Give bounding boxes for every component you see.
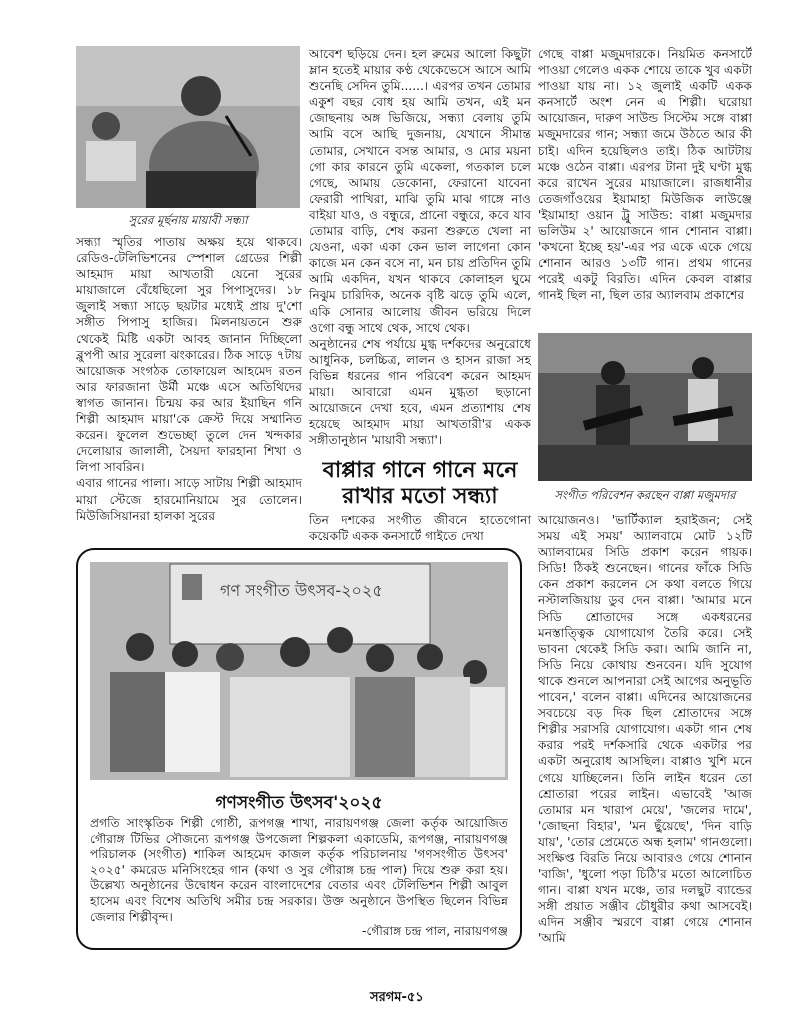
- column-2: [309, 46, 531, 448]
- concert-photo-caption: সংগীত পরিবেশন করছেন বাপ্পা মজুমদার: [554, 488, 736, 502]
- singer-photo: [76, 46, 300, 208]
- page-number: সরগম-৫১: [370, 990, 424, 1005]
- column-1-para-2: এবার গানের পালা। সাড়ে সাটায় শিল্পী আহমাদ মায়া স্টেজে হারমোনিয়ামে সুর তোলেন। মিউজিসিয়ানরা হালকা সুরের: [76, 476, 302, 523]
- heading-line-1: বাপ্পার গানে গানে মনে: [322, 458, 518, 483]
- column-3-top: গেছে বাপ্পা মজুমদারকে। নিয়মিত কনসার্টে পাওয়া গেলেও একক শোয়ে তাকে খুব একটা পাওয়া যায় না। ১২ জুলাই একটি একক কনসার্টে অংশ নেন এ শিল্পী। ঘরোয়া আয়োজন, দারুণ সাউন্ড সিস্টেম সঙ্গে বাপ্পা মজুমদারের গান; সন্ধ্যা জমে উঠতে আর কী চাই। এদিন হয়েছিলও তাই। ঠিক আটটায় মঞ্চে ওঠেন বাপ্পা। এরপর টানা দুই ঘণ্টা মুগ্ধ করে রাখেন সুরের মায়াজালে। রাজধানীর তেজগাঁওয়ের ইয়ামাহা মিউজিক লাউঞ্জে 'ইয়ামাহা ওয়ান ট্রু সাউন্ড: বাপ্পা মজুমদার ভলিউম ২' আয়োজনে গান শোনান বাপ্পা। 'কখনো ইচ্ছে হয়'-এর পর একে একে গেয়ে শোনান আরও ১৩টি গান। প্রথম গানের পরেই একটু বিরতি। এদিন কেবল বাপ্পার গানই ছিল না, ছিল তার অ্যালবাম প্রকাশের: [538, 47, 752, 303]
- column-1-para-1: সন্ধ্যা স্মৃতির পাতায় অক্ষয় হয়ে থাকবে। রেডিও-টেলিভিশনের স্পেশাল গ্রেডের শিল্পী আহমাদ মায়া আখতারী যেনো সুরের মায়াজালে বেঁধেছিলো সুর পিপাসুদের। ১৮ জুলাই সন্ধ্যা সাড়ে ছয়টার মধ্যেই প্রায় দু'শো সঙ্গীত পিপাসু হাজির। মিলনায়তনে শুরু থেকেই মিষ্টি একটা আবহ জানান দিচ্ছিলো ব্লুপপী আর সুরেলা ঝংকারের। ঠিক সাড়ে ৭টায় আয়োজক সংগঠক তোফায়েল আহমেদ রতন আর ফারজানা উর্মী মঞ্চে এসে অতিথিদের স্বাগত জানান। চিন্ময় কর আর ইয়াছিন গনি শিল্পী আহমাদ মায়া'কে ক্রেস্ট দিয়ে সম্মানিত করেন। ফুলেল শুভেচ্ছা তুলে দেন খন্দকার দেলোয়ার জালালী, সৈয়দা ফারহানা শিখা ও লিপা সাবরিন।: [76, 235, 302, 475]
- column-3-bottom: আয়োজনও। 'ভার্টিক্যাল হরাইজন; সেই সময় এই সময়' অ্যালবামে মোট ১২টি অ্যালবামের সিডি প্রকাশ করেন গায়ক। সিডি! ঠিকই শুনেছেন। গানের ফাঁকে সিডি কেন প্রকাশ করলেন সে কথা বলতে গিয়ে নস্টালজিয়ায় ডুব দেন বাপ্পা। 'আমার মনে সিডি শ্রোতাদের সঙ্গে একধরনের মনস্তাত্ত্বিক যোগাযোগ তৈরি করে। সেই ভাবনা থেকেই সিডি করা। আমি জানি না, সিডি নিয়ে কোথায় শুনবেন। যদি সুযোগ থাকে শুনলে আপনারা সেই আগের অনুভূতি পাবেন,' বলেন বাপ্পা। এদিনের আয়োজনের সবচেয়ে বড় দিক ছিল শ্রোতাদের সঙ্গে শিল্পীর সরাসরি যোগাযোগ। একটা গান শেষ করার পরই দর্শকসারি থেকে একটার পর একটা অনুরোধ আসছিল। বাপ্পাও খুশি মনে গেয়ে যাচ্ছিলেন। তিনি লাইন ধরেন তো শ্রোতারা পরের লাইন। এভাবেই 'আজ তোমার মন খারাপ মেয়ে', 'জলের দামে', 'জোছনা বিহার', 'মন ছুঁয়েছে', 'দিন বাড়ি যায়', 'তোর প্রেমেতে অন্ধ হলাম' গানগুলো। সংক্ষিপ্ত বিরতি নিয়ে আবারও গেয়ে শোনান 'বাজি', 'ধুলো পড়া চিঠি'র মতো আলোচিত গান। বাপ্পা যখন মঞ্চে, তার দলছুট ব্যান্ডের সঙ্গী প্রয়াত সঞ্জীব চৌধুরীর কথা আসবেই। এদিন সঞ্জীব স্মরণে বাপ্পা গেয়ে শোনান 'আমি: [538, 513, 752, 946]
- singer-photo-caption: সুরের মূর্ছনায় মায়াবী সন্ধ্যা: [128, 213, 248, 227]
- banner-text: গণ সংগীত উৎসব-২০২৫: [220, 581, 383, 600]
- column-1: [76, 234, 302, 524]
- feature-box-text: প্রগতি সাংস্কৃতিক শিল্পী গোষ্ঠী, রূপগঞ্জ শাখা, নারায়ণগঞ্জ জেলা কর্তৃক আয়োজিত গৌরাঙ্গ টিভির সৌজন্যে রূপগঞ্জ উপজেলা শিল্পকলা একাডেমি, রূপগঞ্জ, নারায়ণগঞ্জ পরিচালক (সংগীত) শাকিল আহমেদ কাজল কর্তৃক পরিচালনায় 'গণসংগীত উৎসব' ২০২৫' কমরেড মনিসিংহের গান (কথা ও সুর গৌরাঙ্গ চন্দ্র পাল) দিয়ে শুরু করা হয়। উল্লেখ্য অনুষ্ঠানের উদ্বোধন করেন বাংলাদেশের বেতার এবং টেলিভিশন শিল্পী আবুল হাসেম এবং বিশেষ অতিথি সমীর চন্দ্র সরকার। উক্ত অনুষ্ঠানে উপস্থিত ছিলেন বিভিন্ন জেলার শিল্পীবৃন্দ।: [90, 816, 508, 924]
- feature-box-title: গণসংগীত উৎসব'২০২৫: [215, 793, 383, 813]
- feature-box: [76, 548, 522, 950]
- heading-line-2: রাখার মতো সন্ধ্যা: [342, 484, 498, 509]
- column-2-para-2: অনুষ্ঠানের শেষ পর্যায়ে মুগ্ধ দর্শকদের অনুরোধে আধুনিক, চলচ্চিত্র, লালন ও হাসন রাজা সহ বিভিন্ন ধরনের গান পরিবেশ করেন আহমদ মায়া। আবারো এমন মুগ্ধতা ছড়ানো আয়োজনে দেখা হবে, এমন প্রত্যাশায় শেষ হয়েছে আহমাদ মায়া আখতারী'র একক সঙ্গীতানুষ্ঠান 'মায়াবী সন্ধ্যা'।: [309, 336, 531, 448]
- concert-photo: [538, 333, 752, 481]
- feature-box-credit: -গৌরাঙ্গ চন্দ্র পাল, নারায়ণগঞ্জ: [362, 924, 508, 938]
- article-heading: [309, 458, 531, 510]
- column-2-para-1: আবেশ ছড়িয়ে দেন। হল রুমের আলো কিছুটা ম্লান হতেই মায়ার কণ্ঠ থেকেভেসে আসে আমি শুনেছি সেদিন তুমি......। এরপর তখন তোমার একুশ বছর বোধ হয় আমি তখন, এই মন জোছনায় অঙ্গ ভিজিয়ে, সন্ধ্যা বেলায় তুমি আমি বসে আছি দুজনায়, যেখানে সীমান্ত তোমার, সেখানে বসন্ত আমার, ও মোর ময়না গো কার কারনে তুমি একেলা, গতকাল চলে গেছে, আমায় ডেকোনা, ফেরানো যাবেনা ফেরারী পাখিরা, মাঝি তুমি মাঝ গাঙ্গে নাও বাইয়া যাও, ও বন্ধুরে, প্রানো বন্ধুরে, কবে যাব তোমার বাড়ি, শেষ করনা শুরুতে খেলা না যেওনা, একা একা কেন ভাল লাগেনা কোন কাজে মন কেন বসে না, মন চায় প্রতিদিন তুমি আমি একদিন, যখন থাকবে কোলাহল ঘুমে নিঝুম চারিদিক, অনেক বৃষ্টি ঝড়ে তুমি এলে, একি সোনার আলোয় জীবন ভরিয়ে দিলে ওগো বন্ধু সাথে থেক, সাথে থেক।: [309, 47, 531, 335]
- column-2-bottom: তিন দশকের সংগীত জীবনে হাতেগোনা কয়েকটি একক কনসার্টে গাইতে দেখা: [309, 513, 531, 544]
- group-photo: [90, 562, 508, 780]
